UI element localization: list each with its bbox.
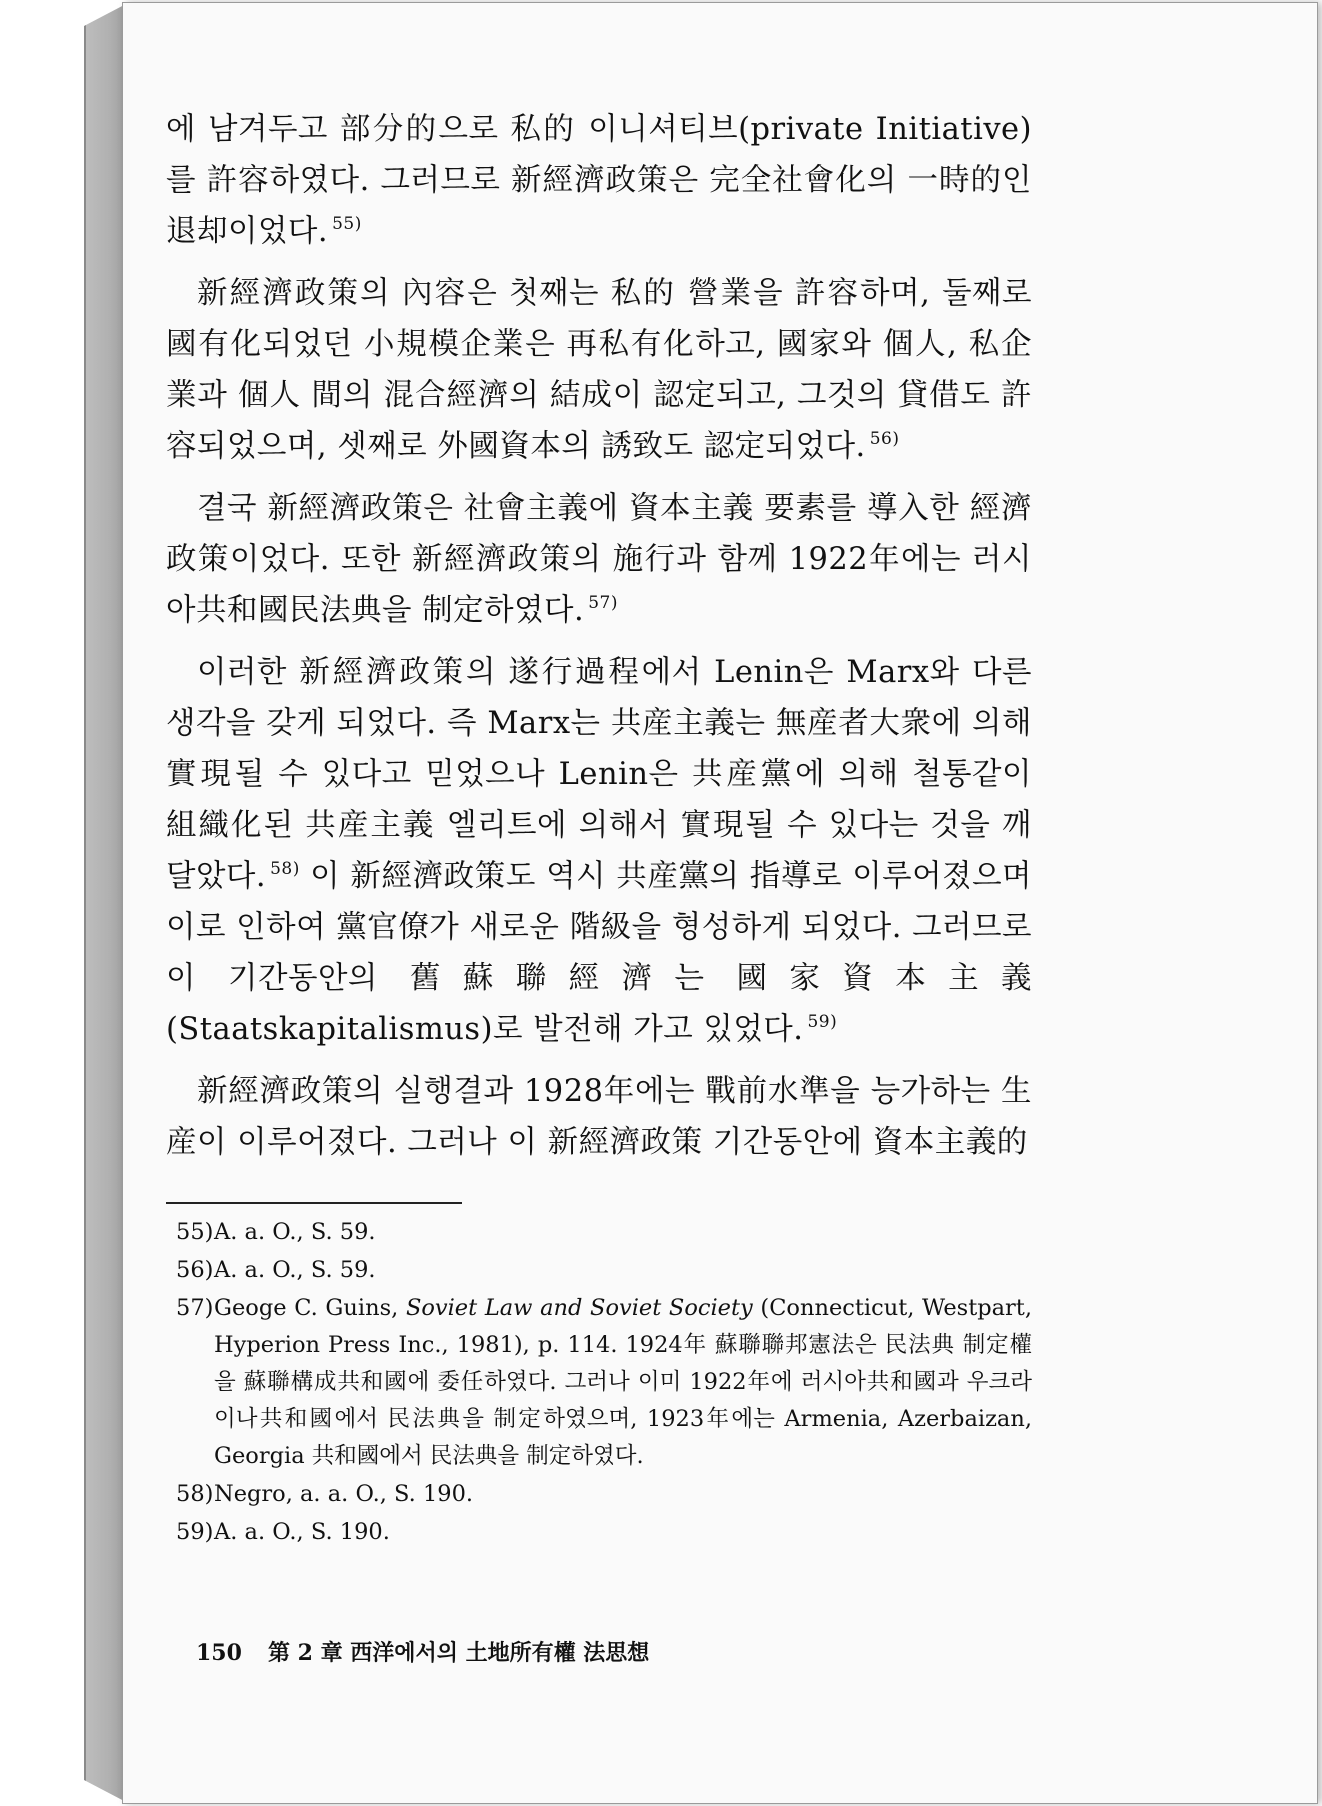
footnote-ref-56: 56): [869, 429, 900, 449]
paragraph-1: 에 남겨두고 部分的으로 私的 이니셔티브(private Initiative)를 許容하였다. 그러므로 新經濟政策은 完全社會化의 一時的인 退却이었다. $^{55)}$: [166, 112, 1032, 249]
paragraph-4: 이러한 新經濟政策의 遂行過程에서 Lenin은 Marx와 다른 생각을 갖게 되었다. 즉 Marx는 共産主義는 無産者大衆에 의해 實現될 수 있다고 믿었으나 Lenin은 共産黨에 의해 철통같이 組織化된 共産主義 엘리트에 의해서 實現될 수 있다는 것을 깨달았다. $^{58)}$ 이 新經濟政策도 역시 共産黨의 指導로 이루어졌으며 이로 인하여 黨官僚가 새로운 階級을 형성하게 되었다. 그러므로 이 기간동안의 舊蘇聯經濟는 國家資本主義(Staatskapitalismus)로 발전해 가고 있었다. $^{59)}$: [166, 655, 1032, 1047]
running-chapter-title: 第 2 章 西洋에서의 土地所有權 法思想: [267, 1640, 650, 1666]
paragraph-2: 新經濟政策의 內容은 첫째는 私的 營業을 許容하며, 둘째로 國有化되었던 小規模企業은 再私有化하고, 國家와 個人, 私企業과 個人 間의 混合經濟의 結成이 認定되고, 그것의 貸借도 許容되었으며, 셋째로 外國資本의 誘致도 認定되었다. $^{56)}$: [166, 276, 1032, 464]
footnote-58: 58) Negro, a. a. O., S. 190.: [176, 1481, 474, 1507]
footnote-56: 56) A. a. O., S. 59.: [176, 1257, 376, 1283]
book-spine-edge: [84, 4, 126, 1802]
footnote-55: 55) A. a. O., S. 59.: [176, 1219, 376, 1245]
paragraph-5: 新經濟政策의 실행결과 1928年에는 戰前水準을 능가하는 生産이 이루어졌다. 그러나 이 新經濟政策 기간동안에 資本主義的: [166, 1074, 1032, 1160]
footnote-57: 57) Geoge C. Guins, Soviet Law and Soviet Society (Connecticut, Westpart, Hyperion Press Inc., 1981), p. 114. 1924年 蘇聯聯邦憲法은 民法典 制定權을 蘇聯構成共和國에 委任하였다. 그러나 이미 1922年에 러시아共和國과 우크라이나共和國에서 民法典을 制定하였으며, 1923年에는 Armenia, Azerbaizan, Georgia 共和國에서 民法典을 制定하였다.: [176, 1295, 1032, 1469]
page-number: 150: [196, 1640, 242, 1666]
body-text: [166, 104, 1032, 1179]
footnote-divider: [166, 1202, 462, 1204]
paragraph-3: 결국 新經濟政策은 社會主義에 資本主義 要素를 導入한 經濟政策이었다. 또한 新經濟政策의 施行과 함께 1922年에는 러시아共和國民法典을 制定하였다. $^{57)}$: [166, 491, 1032, 628]
footnotes: [166, 1214, 1032, 1552]
footnote-ref-59: 59): [807, 1012, 838, 1032]
footnote-59: 59) A. a. O., S. 190.: [176, 1519, 390, 1545]
cited-book-title: Soviet Law and Soviet Society: [405, 1295, 753, 1321]
footnote-ref-55: 55): [332, 214, 362, 234]
footnote-ref-58: 58): [270, 859, 300, 879]
page-footer: [196, 1636, 649, 1667]
footnote-ref-57: 57): [588, 593, 618, 613]
